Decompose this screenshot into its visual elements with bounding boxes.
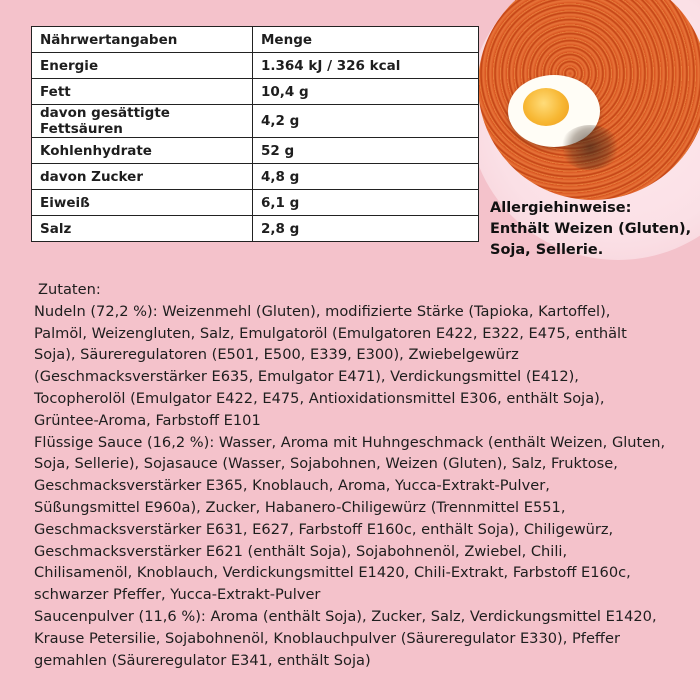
nutrient-value: 4,2 g [253,105,479,138]
nutrient-name: Eiweiß [32,190,253,216]
table-header-cell: Nährwertangaben [32,27,253,53]
ingredients-line: Soja), Säureregulatoren (E501, E500, E339, E300), Zwiebelgewürz [34,346,519,364]
egg-yolk-image [523,88,569,126]
nutrition-table [31,26,479,242]
nutrient-value: 1.364 kJ / 326 kcal [253,53,479,79]
nutrition-table-header [32,27,479,53]
table-row [32,53,479,79]
ingredients-line: Süßungsmittel E960a), Zucker, Habanero-Chiligewürz (Trennmittel E551, [34,498,566,516]
allergy-line: Enthält Weizen (Gluten), [490,221,692,237]
ingredients-line: Soja, Sellerie), Sojasauce (Wasser, Sojabohnen, Weizen (Gluten), Salz, Fruktose, [34,455,618,473]
nutrient-value: 52 g [253,138,479,164]
nutrient-value: 10,4 g [253,79,479,105]
ingredients-line: (Geschmacksverstärker E635, Emulgator E471), Verdickungsmittel (E412), [34,368,579,386]
table-row [32,164,479,190]
ingredients-line: Geschmacksverstärker E631, E627, Farbstoff E160c, enthält Soja), Chiligewürz, [34,520,614,538]
sesame-garnish-image [560,125,620,170]
allergy-line: Soja, Sellerie. [490,242,604,258]
ingredients-line: schwarzer Pfeffer, Yucca-Extrakt-Pulver [34,586,321,604]
table-row [32,216,479,242]
nutrient-value: 4,8 g [253,164,479,190]
ingredients-line: gemahlen (Säureregulator E341, enthält Soja) [34,651,371,669]
nutrient-value: 2,8 g [253,216,479,242]
ingredients-list [34,279,700,671]
ingredients-line: Saucenpulver (11,6 %): Aroma (enthält Soja), Zucker, Salz, Verdickungsmittel E1420, [34,607,657,625]
table-row [32,190,479,216]
ingredients-line: Chilisamenöl, Knoblauch, Verdickungsmittel E1420, Chili-Extrakt, Farbstoff E160c, [34,564,631,582]
nutrient-name: davon Zucker [32,164,253,190]
table-row [32,105,479,138]
nutrient-name: Salz [32,216,253,242]
allergy-notice [490,198,700,261]
nutrient-name: davon gesättigte Fettsäuren [32,105,253,138]
nutrient-name: Energie [32,53,253,79]
nutrient-value: 6,1 g [253,190,479,216]
allergy-heading: Allergiehinweise: [490,200,632,216]
table-row [32,79,479,105]
table-row [32,138,479,164]
ingredients-line: Grüntee-Aroma, Farbstoff E101 [34,411,261,429]
ingredients-line: Flüssige Sauce (16,2 %): Wasser, Aroma mit Huhngeschmack (enthält Weizen, Gluten, [34,433,666,451]
table-header-cell: Menge [253,27,479,53]
ingredients-line: Geschmacksverstärker E621 (enthält Soja), Sojabohnenöl, Zwiebel, Chili, [34,542,568,560]
ingredients-line: Palmöl, Weizengluten, Salz, Emulgatoröl (Emulgatoren E422, E322, E475, enthält [34,324,627,342]
ingredients-line: Geschmacksverstärker E365, Knoblauch, Aroma, Yucca-Extrakt-Pulver, [34,477,550,495]
ingredients-line: Nudeln (72,2 %): Weizenmehl (Gluten), modifizierte Stärke (Tapioka, Kartoffel), [34,302,611,320]
ingredients-heading: Zutaten: [38,281,101,298]
nutrient-name: Fett [32,79,253,105]
nutrient-name: Kohlenhydrate [32,138,253,164]
ingredients-line: Krause Petersilie, Sojabohnenöl, Knoblauchpulver (Säureregulator E330), Pfeffer [34,629,620,647]
ingredients-line: Tocopherolöl (Emulgator E422, E475, Antioxidationsmittel E306, enthält Soja), [34,389,605,407]
